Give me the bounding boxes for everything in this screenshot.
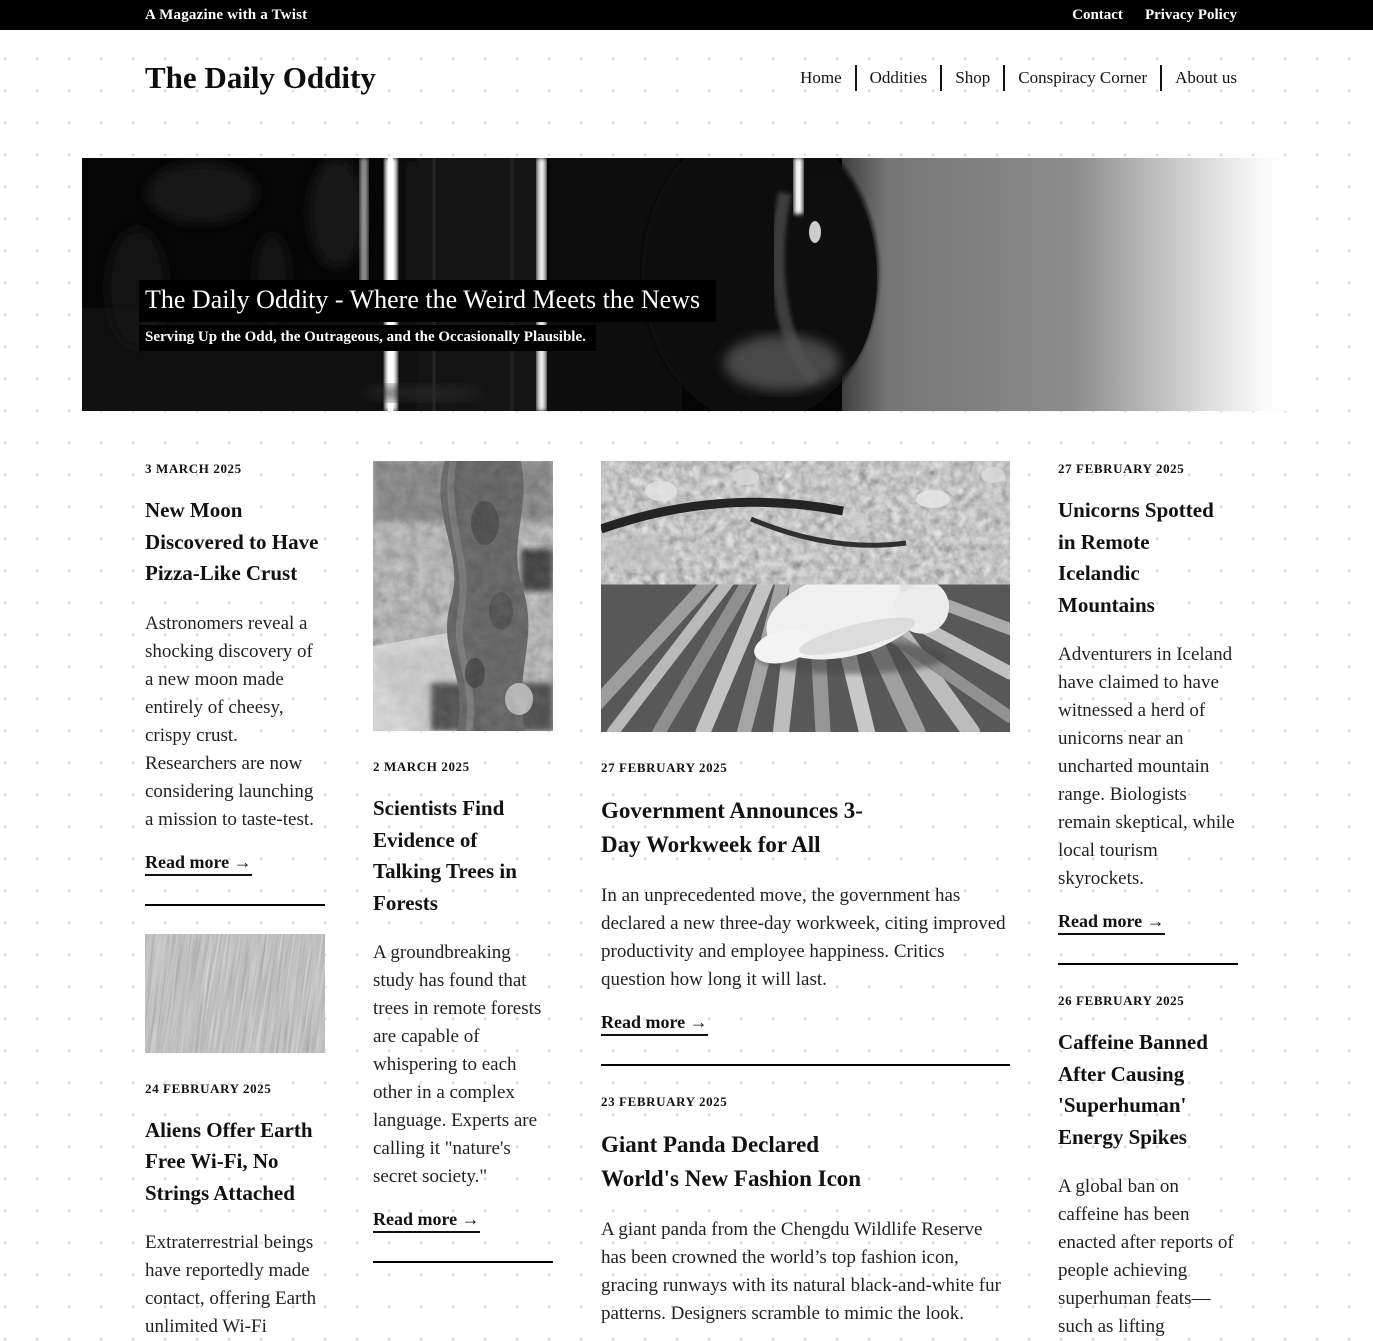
privacy-policy-link[interactable]: Privacy Policy	[1145, 7, 1237, 24]
article-title-link[interactable]: Government Announces 3-Day Workweek for All	[601, 794, 863, 862]
fur-texture-thumbnail[interactable]	[145, 934, 325, 1053]
article-workweek	[601, 760, 1010, 1036]
article-title-link[interactable]: Scientists Find Evidence of Talking Trees in Forests	[373, 793, 529, 919]
article-panda	[601, 1094, 1010, 1328]
column-4	[1058, 461, 1238, 1341]
article-title-link[interactable]: Unicorns Spotted in Remote Icelandic Mountains	[1058, 495, 1230, 621]
article-talking-trees	[373, 759, 553, 1233]
article-caffeine	[1058, 993, 1238, 1341]
article-date: 27 FEBRUARY 2025	[1058, 461, 1238, 477]
nav-about-us[interactable]: About us	[1162, 68, 1237, 88]
article-aliens-wifi	[145, 1081, 325, 1341]
article-title-link[interactable]: Aliens Offer Earth Free Wi-Fi, No Strings Attached	[145, 1115, 325, 1210]
main-nav	[800, 65, 1237, 91]
column-2	[373, 461, 553, 1291]
article-excerpt: Adventurers in Iceland have claimed to have witnessed a herd of unicorns near an uncharted mountain range. Biologists remain skeptical, while local tourism skyrockets.	[1058, 641, 1238, 893]
article-date: 24 FEBRUARY 2025	[145, 1081, 325, 1097]
contact-link[interactable]: Contact	[1072, 7, 1123, 24]
top-bar	[0, 0, 1373, 30]
nav-home[interactable]: Home	[800, 68, 855, 88]
nav-conspiracy-corner[interactable]: Conspiracy Corner	[1005, 68, 1160, 88]
hero-subtitle: Serving Up the Odd, the Outrageous, and the Occasionally Plausible.	[139, 325, 596, 351]
article-date: 27 FEBRUARY 2025	[601, 760, 1010, 776]
article-title-link[interactable]: New Moon Discovered to Have Pizza-Like Crust	[145, 495, 325, 590]
hero-title: The Daily Oddity - Where the Weird Meets the News	[139, 280, 716, 322]
article-excerpt: Extraterrestrial beings have reportedly made contact, offering Earth unlimited Wi-Fi	[145, 1229, 325, 1341]
cat-on-bamboo-thumbnail[interactable]	[601, 461, 1010, 732]
read-more-link[interactable]: Read more →	[601, 1012, 708, 1036]
article-excerpt: In an unprecedented move, the government has declared a new three-day workweek, citing improved productivity and employee happiness. Critics question how long it will last.	[601, 882, 1010, 994]
read-more-link[interactable]: Read more →	[373, 1209, 480, 1233]
article-divider	[601, 1064, 1010, 1066]
article-excerpt: A giant panda from the Chengdu Wildlife Reserve has been crowned the world’s top fashion icon, gracing runways with its natural black-and-white fur patterns. Designers scramble to mimic the look.	[601, 1216, 1010, 1328]
read-more-link[interactable]: Read more →	[1058, 911, 1165, 935]
article-new-moon	[145, 461, 325, 876]
article-divider	[145, 904, 325, 906]
article-divider	[373, 1261, 553, 1263]
column-1	[145, 461, 325, 1341]
site-header	[0, 30, 1373, 100]
site-title[interactable]: The Daily Oddity	[145, 58, 376, 98]
tree-trunk-thumbnail[interactable]	[373, 461, 553, 731]
nav-shop[interactable]: Shop	[942, 68, 1003, 88]
article-title-link[interactable]: Caffeine Banned After Causing 'Superhuman' Energy Spikes	[1058, 1027, 1230, 1153]
nav-oddities[interactable]: Oddities	[857, 68, 941, 88]
articles-grid	[145, 461, 1238, 1341]
article-divider	[1058, 963, 1238, 965]
read-more-link[interactable]: Read more →	[145, 852, 252, 876]
article-title-link[interactable]: Giant Panda Declared World's New Fashion Icon	[601, 1128, 863, 1196]
hero-text-overlay	[139, 280, 716, 351]
site-tagline: A Magazine with a Twist	[145, 7, 307, 24]
article-date: 3 MARCH 2025	[145, 461, 325, 477]
article-excerpt: Astronomers reveal a shocking discovery of a new moon made entirely of cheesy, crispy crust. Researchers are now considering launching a mission to taste-test.	[145, 610, 325, 834]
hero-banner	[82, 158, 1302, 411]
article-unicorns	[1058, 461, 1238, 935]
topbar-links	[1072, 7, 1237, 24]
article-excerpt: A global ban on caffeine has been enacted after reports of people achieving superhuman feats—such as lifting	[1058, 1173, 1238, 1341]
article-date: 26 FEBRUARY 2025	[1058, 993, 1238, 1009]
article-date: 23 FEBRUARY 2025	[601, 1094, 1010, 1110]
column-3	[601, 461, 1010, 1328]
article-excerpt: A groundbreaking study has found that trees in remote forests are capable of whispering to each other in a complex language. Experts are calling it "nature's secret society."	[373, 939, 553, 1191]
article-date: 2 MARCH 2025	[373, 759, 553, 775]
